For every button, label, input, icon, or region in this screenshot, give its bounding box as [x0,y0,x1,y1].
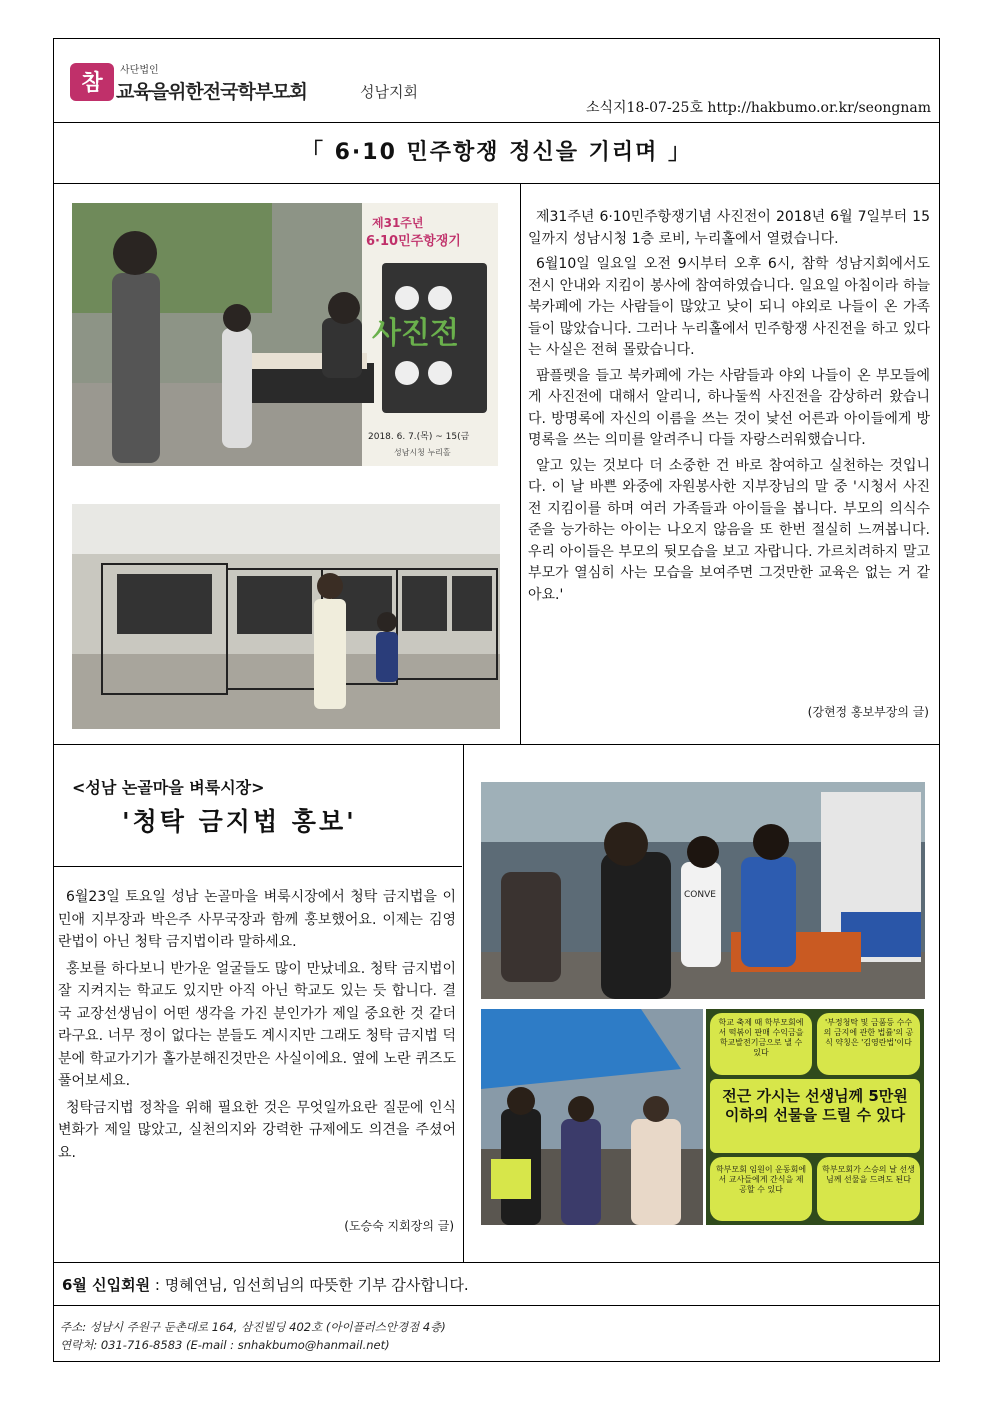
quiz-card [817,1157,920,1221]
article1-credit: (강현정 홍보부장의 글) [807,705,929,719]
article1-paragraph: 팜플렛을 들고 북카페에 가는 사람들과 야외 나들이 온 부모들에게 사진전에 대해서 알리니, 하나둘씩 사진전을 감상하러 왔습니다. 방명록에 자신의 이름을 쓰는 것이 낯선 어른과 아이들에게 방명록을 쓰는 의미를 알려주니 다들 자랑스러워했습니다. [528,367,930,448]
article1-paragraph: 알고 있는 것보다 더 소중한 건 바로 참여하고 실천하는 것입니다. 이 날 바쁜 와중에 자원봉사한 지부장님의 말 중 '시청서 사진전 지킴이를 하며 여러 가족들과 아이들을 봅니다. 부모의 의식수준을 능가하는 아이는 나오지 않음을 또 한번 절실히 느껴봅니다. 우리 아이들은 부모의 뒷모습을 보고 자랍니다. 가르치려하지 말고 부모가 열심히 사는 모습을 보여주면 그것만한 교육은 없는 거 같아요.' [528,457,930,603]
article2-body [58,886,456,1168]
quiz-text: 전근 가시는 선생님께 5만원 이하의 선물을 드릴 수 있다 [722,1087,908,1124]
divider [54,866,462,867]
quiz-board [706,1009,924,1225]
article1-paragraph: 제31주년 6·10민주항쟁기념 사진전이 2018년 6월 7일부터 15일까지 성남시청 1층 로비, 누리홀에서 열렸습니다. [528,209,930,247]
photo-guestbook [72,203,498,466]
newsletter-page [53,38,940,1362]
article1-body [528,207,930,610]
divider [54,183,939,184]
svg-text:성남시청 누리홀: 성남시청 누리홀 [394,448,451,457]
photo-booth-tent [481,1009,703,1225]
article2-paragraph: 6월23일 토요일 성남 논골마을 벼룩시장에서 청탁 금지법을 이민애 지부장과 박은주 사무국장과 함께 홍보했어요. 이제는 김영란법이 아닌 청탁 금지법이라 말하세요. [58,889,456,950]
logo-icon [70,63,114,101]
quiz-card [817,1013,920,1075]
photo-market-promotion [481,782,925,999]
new-members-label: 6월 신입회원 [62,1276,151,1294]
issue-info: 소식지18-07-25호 http://hakbumo.or.kr/seongnam [585,100,931,116]
divider [54,1262,939,1263]
quiz-text: '부정청탁 및 금품등 수수의 금지에 관한 법률'의 공식 약칭은 '김영란법'이다 [823,1018,914,1047]
svg-text:제31주년: 제31주년 [372,216,424,230]
svg-text:2018. 6. 7.(목) ~ 15(금: 2018. 6. 7.(목) ~ 15(금 [368,432,470,442]
divider [54,1305,939,1306]
quiz-card [710,1013,812,1075]
quiz-card-large [710,1079,920,1153]
new-members [62,1274,469,1295]
org-name: 교육을위한전국학부모회 [116,81,307,103]
svg-text:사진전: 사진전 [372,316,459,351]
article2-subtitle: <성남 논골마을 벼룩시장> [72,778,265,797]
divider [54,122,939,123]
svg-text:CONVE: CONVE [684,890,716,900]
svg-text:참: 참 [81,71,103,96]
quiz-text: 학부모회 임원이 운동회에서 교사들에게 간식을 제공할 수 있다 [715,1165,807,1194]
photo-exhibition [72,504,500,729]
quiz-card [710,1157,812,1221]
svg-text:6·10민주항쟁기: 6·10민주항쟁기 [366,234,461,249]
article2-paragraph: 홍보를 하다보니 반가운 얼굴들도 많이 만났네요. 청탁 금지법이 잘 지켜지는 학교도 있지만 아직 아닌 학교도 있는 듯 합니다. 결국 교장선생님이 어떤 생각을 가진 분인가가 제일 중요한 것 같더라구요. 너무 정이 없다는 분들도 계시지만 그래도 청탁 금지법 덕분에 학교가기가 홀가분해진것만은 사실이에요. 옆에 노란 퀴즈도 풀어보세요. [58,960,456,1089]
column-divider [520,183,521,744]
article2-title: '청탁 금지법 홍보' [122,807,357,836]
article1-paragraph: 6월10일 일요일 오전 9시부터 오후 6시, 참학 성남지회에서도 전시 안내와 지킴이 봉사에 참여하였습니다. 일요일 아침이라 하늘북카페에 가는 사람들이 많았고 낮이 되니 야외로 나들이 온 가족들이 많았습니다. 그러나 누리홀에서 민주항쟁 사진전을 하고 있다는 사실은 전혀 몰랐습니다. [528,256,930,358]
article2-credit: (도승숙 지회장의 글) [344,1219,454,1233]
article2-paragraph: 청탁금지법 정착을 위해 필요한 것은 무엇일까요란 질문에 인식변화가 제일 많았고, 실천의지와 강력한 규제에도 의견을 주셨어요. [58,1099,456,1161]
contact: 연락처: 031-716-8583 (E-mail : snhakbumo@hanmail.net) [60,1338,390,1352]
column-divider [463,744,464,1262]
address: 주소: 성남시 주원구 둔촌대로 164, 삼진빌딩 402호 (아이플러스안경점 4층) [60,1320,446,1334]
branch-name: 성남지회 [360,83,418,101]
new-members-text: : 명혜연님, 임선희님의 따뜻한 기부 감사합니다. [150,1276,469,1294]
quiz-text: 학교 축제 때 학부모회에서 떡볶이 판매 수익금을 학교발전기금으로 낼 수 있다 [718,1018,804,1057]
quiz-text: 학부모회가 스승의 날 선생님께 선물을 드려도 된다 [822,1165,915,1184]
article1-title: 「 6·10 민주항쟁 정신을 기리며 」 [300,140,693,165]
org-type: 사단법인 [120,65,159,76]
divider [54,744,939,745]
